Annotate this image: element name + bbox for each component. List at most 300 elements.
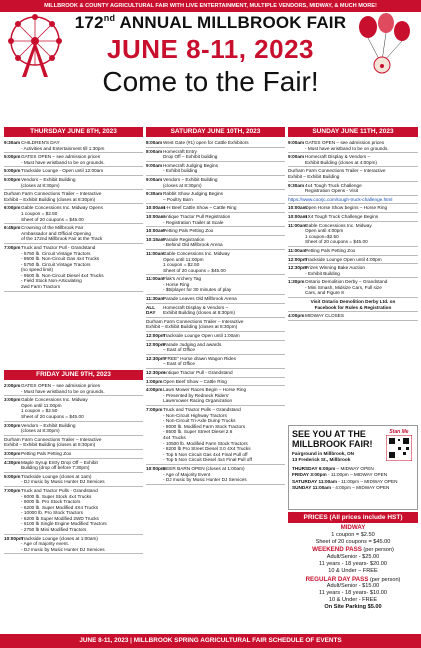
event-description xyxy=(21,423,143,434)
event-line: (closes at 8:30pm) xyxy=(21,428,60,434)
event-description xyxy=(163,407,285,463)
event-line: (no speed limit) xyxy=(21,267,54,273)
prices-heading: PRICES (All prices include HST) xyxy=(288,512,418,523)
thursday-events xyxy=(4,139,143,292)
registration-link[interactable]: https://www.coorjc.com/tough-truck-challenge.html xyxy=(288,196,393,202)
schedule-event xyxy=(4,153,143,167)
event-line: Drop Off – Exhibit building xyxy=(163,154,218,160)
event-line: Antique Tractor Pull Registration xyxy=(163,213,231,219)
event-time: 11:00am xyxy=(146,276,165,282)
derby-note xyxy=(288,298,418,312)
event-line: Maple Syrup Entry Drop Off – Exhibit xyxy=(21,459,98,465)
midway-day: SUNDAY 11:00am xyxy=(292,484,332,490)
event-line: - Must have wristband to be on grounds. xyxy=(21,388,105,394)
event-line: - $5/player for 30 minutes of play xyxy=(163,287,232,293)
event-time: 1:00pm xyxy=(146,378,163,384)
event-line: Vendors – Exhibit Building xyxy=(163,176,218,182)
event-line: - Exhibit Building xyxy=(305,270,340,276)
schedule-event xyxy=(146,275,285,295)
event-line: - DJ music by Music Hunter DJ Services xyxy=(21,479,105,485)
event-line: Sheet of 20 coupons = $45.00 xyxy=(163,267,226,273)
friday-column xyxy=(4,370,143,632)
event-line: - Must have wristband to be on grounds. xyxy=(305,145,389,151)
event-description xyxy=(21,460,143,471)
schedule-event xyxy=(146,227,285,236)
schedule-event xyxy=(146,355,285,369)
event-description xyxy=(21,245,143,290)
midway-title: MIDWAY xyxy=(340,524,366,531)
event-line: - Horse Ring xyxy=(163,281,190,287)
derby-note-line-2: Facebook for Rules & Registration xyxy=(314,304,392,310)
event-line: Petting Pals Petting Zoo xyxy=(305,247,356,253)
event-time: 10:00am xyxy=(146,205,165,211)
qr-badge[interactable] xyxy=(384,429,414,467)
event-description xyxy=(305,214,418,220)
event-line: Open until 4:00pm xyxy=(305,228,344,234)
event-description xyxy=(4,437,143,448)
regular-price-1: Adult/Senior - $15.00 xyxy=(326,583,380,590)
event-line: 1 coupon = $2.50 xyxy=(21,210,58,216)
schedule-event xyxy=(146,139,285,148)
schedule-event xyxy=(4,167,143,176)
schedule-event xyxy=(4,244,143,292)
event-line: - 10000 lb. Pro Stock Tractors xyxy=(21,510,84,516)
midway-day: FRIDAY 3:00pm xyxy=(292,472,327,478)
sunday-events-2 xyxy=(288,204,418,298)
event-description xyxy=(305,140,418,151)
event-time: 5:00pm xyxy=(4,473,21,479)
event-line: Truck and Tractor Pull - Grandstand xyxy=(21,244,96,250)
event-description xyxy=(163,251,285,273)
event-description xyxy=(163,333,285,339)
event-line: Trackside Lounge Open until 1:00am xyxy=(163,333,240,339)
event-time: 11:00am xyxy=(288,222,307,228)
event-time: 5:00pm xyxy=(4,176,21,182)
event-line: "FREE" Horse drawn Wagon Rides xyxy=(163,355,236,361)
schedule-event xyxy=(146,190,285,204)
schedule-event xyxy=(146,304,285,318)
event-line: Exhibit – Exhibit Building (closes at 8:30pm) xyxy=(4,442,96,448)
event-time: 12:00pm xyxy=(288,256,308,262)
schedule-event xyxy=(4,535,143,555)
event-description xyxy=(163,214,285,225)
event-description xyxy=(163,379,285,385)
event-time: 10:00am xyxy=(288,213,307,219)
event-time: 9:00am xyxy=(288,140,305,145)
event-line: - Non-Circuit Tri-Axle Dump Trucks xyxy=(163,418,236,424)
event-description xyxy=(305,248,418,254)
event-line: Durham Farm Connections Trailer – Interactive xyxy=(4,191,102,197)
event-line: Sheet of 20 coupons = $45.00 xyxy=(21,413,84,419)
event-line: Gable Concessions Inc. Midway xyxy=(163,250,230,256)
sunday-heading: SUNDAY JUNE 11TH, 2023 xyxy=(288,127,418,137)
event-line: Gable Concessions Inc. Midway xyxy=(305,222,372,228)
schedule-event xyxy=(146,318,285,332)
event-line: Lawnmower Racing Organization xyxy=(163,398,233,404)
event-line: GATES OPEN – see admission prices xyxy=(21,383,101,388)
event-line: - Age of majority event. xyxy=(21,541,69,547)
event-line: - Top 5 Non Circuit Diesel 4x4 Final Pull off xyxy=(163,457,252,463)
midway-day: THURSDAY 6:00pm xyxy=(292,466,336,472)
weekend-price-2: 11 years - 18 years- $20.00 xyxy=(319,560,387,567)
event-line: Prizes Winning Bake Auction xyxy=(305,265,365,271)
event-description xyxy=(163,387,285,404)
event-line: Vendors – Exhibit Building xyxy=(21,176,76,182)
event-line: - Presented by Redneck Riders' xyxy=(163,392,230,398)
event-line: - Activities and Entertainment till 1:30pm xyxy=(21,145,105,151)
event-line: - 8200 lb Pro Street Diesel 3.0 4X4 Trucks xyxy=(163,446,251,452)
midway-prices xyxy=(288,525,418,545)
schedule-event xyxy=(288,153,418,167)
schedule-event xyxy=(146,465,285,485)
event-line: Petting Pals Petting Zoo xyxy=(21,450,72,456)
schedule-event xyxy=(4,190,143,204)
event-line: Homecraft Judging Begins xyxy=(163,162,218,168)
event-line: 2wd Farm Tractors xyxy=(21,284,61,290)
sunday-events-1 xyxy=(288,139,418,196)
event-time: 3:00pm xyxy=(4,422,21,428)
event-line: Truck and Tractor Pulls – Grandstand xyxy=(163,406,241,412)
event-line: BEER BARN OPEN (closes at 1:00am) xyxy=(163,465,245,471)
midway-hours-row xyxy=(292,485,414,491)
event-description xyxy=(21,177,143,188)
event-line: Lawn Mower Races Begin – Horse Ring xyxy=(163,387,247,393)
event-description xyxy=(305,257,418,263)
event-description xyxy=(163,342,285,353)
regular-price-2: 11 years - 18 years- $10.00 xyxy=(319,590,387,597)
midway-time: - 11:00pm – MIDWAY OPEN xyxy=(326,472,388,478)
schedule-event xyxy=(4,450,143,459)
event-line: Durham Farm Connections Trailer – Interactive xyxy=(4,436,102,442)
see-you-box xyxy=(288,425,418,510)
event-line: Truck and Tractor Pulls - Grandstand xyxy=(21,487,98,493)
schedule-event xyxy=(146,386,285,406)
event-time: 10:00pm xyxy=(146,465,166,471)
friday-events xyxy=(4,382,143,554)
event-line: of the 172nd Millbrook Fair at the Track xyxy=(21,236,103,242)
thursday-heading: THURSDAY JUNE 8TH, 2023 xyxy=(4,127,143,137)
event-description xyxy=(163,237,285,248)
event-description xyxy=(163,149,285,160)
see-you-heading-1: SEE YOU AT THE xyxy=(292,429,366,439)
event-time: 1:30pm xyxy=(288,279,305,285)
event-time: 12:00pm xyxy=(146,333,166,339)
event-line: Homecraft Display & Vendors – xyxy=(305,154,371,160)
event-line: Ambassador and Official Opening xyxy=(21,230,92,236)
schedule-event xyxy=(4,139,143,153)
event-line: Exhibit – Exhibit Building (closes at 8:30pm) xyxy=(4,196,96,202)
event-time: 8:00am xyxy=(146,148,163,154)
regular-suffix: (per person) xyxy=(368,576,401,583)
event-line: Open Beef Show – Cattle Ring xyxy=(163,378,227,384)
event-line: 1 coupon=$2.50 xyxy=(305,233,339,239)
weekend-price-1: Adult/Senior - $25.00 xyxy=(326,554,380,561)
event-time: 9:30am xyxy=(146,191,163,197)
event-line: - Exhibit building xyxy=(163,168,198,174)
event-time: 3:00pm xyxy=(4,450,21,456)
event-description xyxy=(21,451,143,457)
event-time: 2:00pm xyxy=(4,383,21,388)
event-line: Crowning of the Millbrook Fair xyxy=(21,225,84,231)
tough-truck-link[interactable] xyxy=(288,196,418,205)
schedule-event xyxy=(288,247,418,256)
top-banner: MILLBROOK & COUNTY AGRICULTURAL FAIR WITH LIVE ENTERTAINMENT, MULTIPLE VENDORS, MIDWAY, & MUCH MORE! xyxy=(0,0,421,12)
event-description xyxy=(21,536,143,553)
schedule-event xyxy=(146,369,285,378)
event-description xyxy=(163,356,285,367)
event-line: - 6100 lb Single Engine Modified Tractors xyxy=(21,521,107,527)
event-time: 4:00pm xyxy=(288,313,305,319)
schedule-event xyxy=(4,422,143,436)
event-line: Open until 11:00pm xyxy=(21,402,62,408)
event-line: - Field Stock Non-Articulating xyxy=(21,278,82,284)
event-line: – Poultry Barn xyxy=(163,196,193,202)
event-description xyxy=(163,305,285,316)
schedule-event xyxy=(4,473,143,487)
event-line: - Age of Majority Event xyxy=(163,471,211,477)
event-line: Trackside Lounge Open until 4:00pm xyxy=(305,256,382,262)
event-description xyxy=(163,276,285,293)
event-description xyxy=(305,279,418,296)
event-time: 3:00pm xyxy=(4,397,21,403)
regular-title: REGULAR DAY PASS xyxy=(305,575,369,583)
schedule-event xyxy=(146,378,285,387)
schedule-event xyxy=(146,176,285,190)
schedule-event xyxy=(4,204,143,224)
schedule-event xyxy=(146,162,285,176)
event-line: - 9500 lb. Non-Circuit Diesel 4x4 Trucks xyxy=(21,272,104,278)
event-line: - 6200 lb Super Modified 2WD Trucks xyxy=(21,515,99,521)
event-line: 4X4 Tough Truck Challenge Begins xyxy=(305,213,379,219)
schedule-event xyxy=(288,213,418,222)
event-line: - 2750 lb Mini Modified Tractors xyxy=(21,527,87,533)
event-line: GATES OPEN – see admission prices xyxy=(21,154,101,160)
sunday-events-3 xyxy=(288,312,418,321)
saturday-column xyxy=(146,127,285,632)
event-description xyxy=(305,223,418,245)
schedule-event xyxy=(146,148,285,162)
event-time: 12:30pm xyxy=(288,265,308,271)
schedule-event xyxy=(4,459,143,473)
midway-day: SATURDAY 11:00am xyxy=(292,478,337,484)
schedule-event xyxy=(288,167,418,181)
event-line: Exhibit Building (closes at 8:30pm) xyxy=(163,310,235,316)
event-time: 10:00am xyxy=(146,213,165,219)
schedule-event xyxy=(4,436,143,450)
schedule-event xyxy=(4,176,143,190)
schedule-event xyxy=(146,295,285,304)
event-description xyxy=(163,466,285,483)
event-line: Parade Registration xyxy=(163,236,205,242)
saturday-events xyxy=(146,139,285,485)
event-line: Registration Opens - Visit xyxy=(305,188,359,194)
schedule-event xyxy=(288,256,418,265)
event-line: - Registration Trailer at Scale xyxy=(163,219,224,225)
event-time: 10:00am xyxy=(146,228,165,234)
sunday-column xyxy=(288,127,418,422)
event-time: 4:00pm xyxy=(146,387,163,393)
event-line: - DJ music by Music Hunter DJ Services xyxy=(21,546,105,552)
event-line: – East of Office xyxy=(163,361,195,367)
event-line: Trackside Lounge (closes at 1am) xyxy=(21,473,92,479)
event-description xyxy=(163,163,285,174)
event-line: - Non-Circuit Highway Tractors xyxy=(163,412,227,418)
footer-banner: JUNE 8-11, 2023 | MILLBROOK SPRING AGRICULTURAL FAIR SCHEDULE OF EVENTS xyxy=(0,634,421,648)
event-description xyxy=(163,140,285,146)
event-line: MIDWAY CLOSES xyxy=(305,313,344,319)
event-description xyxy=(163,228,285,234)
schedule-event xyxy=(288,139,418,153)
event-time: 11:00am xyxy=(146,250,165,256)
event-time: 7:00pm xyxy=(4,244,21,250)
event-time: 12:00pm xyxy=(146,341,166,347)
event-line: - 5750 lb. Circuit Vintage Tractors xyxy=(21,261,91,267)
event-line: - Mini Smash, Midsize Cars, Full size xyxy=(305,284,382,290)
regular-prices xyxy=(288,577,418,611)
schedule-event xyxy=(288,278,418,298)
event-line: - DJ music by Music Hunter DJ Services xyxy=(163,477,247,483)
event-line: Homecraft Display & Vendors – xyxy=(163,304,229,310)
event-line: (closes at 8:30pm) xyxy=(21,182,60,188)
parking-price: On Site Parking $5.00 xyxy=(324,603,382,610)
event-time: 9:00am xyxy=(288,154,305,160)
schedule-event xyxy=(146,406,285,465)
midway-time: – MIDWAY OPEN xyxy=(335,466,374,472)
event-time: 10:00pm xyxy=(4,535,24,541)
event-line: Sheet of 20 coupons = $45.00 xyxy=(21,216,84,222)
event-line: 4x4 Tough Truck Challenge xyxy=(305,182,362,188)
weekend-prices xyxy=(288,547,418,574)
schedule-event xyxy=(146,341,285,355)
schedule-event xyxy=(146,204,285,213)
event-time: 12:30pm xyxy=(146,355,166,361)
event-time: 7:00pm xyxy=(4,487,21,493)
event-description xyxy=(21,383,143,394)
event-description xyxy=(305,313,418,319)
event-line: Flak's Archery Tag xyxy=(163,276,202,282)
event-line: - 8500 lb. Super Street Diesel 2.6 xyxy=(163,429,233,435)
event-time: 8:00am xyxy=(146,140,163,145)
midway-time: - 4:00pm – MIDWAY OPEN xyxy=(331,484,390,490)
event-time: 6:00pm xyxy=(4,205,21,211)
schedule-event xyxy=(288,312,418,321)
schedule-event xyxy=(288,204,418,213)
schedule-event xyxy=(288,182,418,196)
event-line: Trackside Lounge - Open until 12:00am xyxy=(21,168,104,174)
event-description xyxy=(163,296,285,302)
event-time: 9:30am xyxy=(4,140,21,145)
address-line-2: 13 Frederick St., Millbrook xyxy=(292,456,351,462)
event-line: - 10500 lb. Modified Farm Stock Tractors xyxy=(163,440,248,446)
midway-price-2: Sheet of 20 coupons = $45.00 xyxy=(315,538,391,545)
event-line: Open until 11:00pm xyxy=(163,256,204,262)
event-line: Petting Pals Petting Zoo xyxy=(163,228,214,234)
event-time: 9:30am xyxy=(288,182,305,188)
event-description xyxy=(163,177,285,188)
weekend-suffix: (per person) xyxy=(361,547,394,554)
event-description xyxy=(21,168,143,174)
schedule-event xyxy=(146,250,285,275)
event-line: - Top 5 Non Circuit Gas 4x4 Final Pull off xyxy=(163,451,248,457)
page-title: 172nd ANNUAL MILLBROOK FAIR xyxy=(74,13,347,32)
event-description xyxy=(146,319,285,330)
event-description xyxy=(288,168,418,179)
event-description xyxy=(163,191,285,202)
event-line: – East of Office xyxy=(163,347,195,353)
schedule-event xyxy=(4,487,143,535)
event-line: GATES OPEN – see admission prices xyxy=(305,140,385,145)
event-line: Parade Leaves Old Millbrook Arena xyxy=(163,296,237,302)
event-time: 9:00am xyxy=(146,176,163,182)
event-line: Cars, and Figure 8 xyxy=(305,290,344,296)
derby-note-line-1: Visit Ontario Demolition Derby Ltd. on xyxy=(310,299,396,305)
event-line: Gable Concessions Inc. Midway Opens xyxy=(21,205,103,211)
fair-dates: JUNE 8-11, 2023 xyxy=(107,34,314,64)
event-time: 10:15am xyxy=(146,236,165,242)
event-line: Open Horse Show begins – Horse Ring xyxy=(305,205,388,211)
midway-time: - 11:00pm – MIDWAY OPEN xyxy=(337,478,398,484)
event-line: Parade Judging and awards xyxy=(163,341,222,347)
schedule-event xyxy=(146,213,285,227)
event-line: - 6000 lb. Super Stock 4x4 Trucks xyxy=(21,493,92,499)
event-line: - 8500 lb. Non-Circuit Gas 4x4 Trucks xyxy=(21,256,100,262)
tagline: Come to the Fair! xyxy=(102,66,319,97)
event-line: 1 coupon = $2.50 xyxy=(163,262,200,268)
event-time: 10:00am xyxy=(288,205,307,211)
event-description xyxy=(21,488,143,533)
address-line-1: Fairground in Millbrook, ON xyxy=(292,451,354,456)
event-description xyxy=(163,205,285,211)
regular-price-3: 10 & Under - FREE xyxy=(328,596,378,603)
event-line: Homecraft Entry xyxy=(163,148,197,154)
event-line: Gable Concessions Inc. Midway xyxy=(21,397,88,403)
event-time: 11:00am xyxy=(288,247,307,253)
saturday-heading: SATURDAY JUNE 10TH, 2023 xyxy=(146,127,285,137)
see-you-heading-2: MILLBROOK FAIR! xyxy=(292,439,373,449)
schedule-event xyxy=(288,264,418,278)
event-line: CHILDREN'S DAY xyxy=(21,140,60,145)
event-line: Trackside Lounge (closes at 1:00am) xyxy=(21,535,98,541)
event-line: - 9000 lb. Pro Stock Tractors xyxy=(21,499,81,505)
schedule-event xyxy=(4,224,143,244)
event-line: 4-H Beef Cattle Show – Cattle Ring xyxy=(163,205,237,211)
event-description xyxy=(21,205,143,222)
event-line: Antique Tractor Pull - Grandstand xyxy=(163,370,233,375)
event-line: - Must have wristband to be on grounds. xyxy=(21,159,105,165)
event-line: - 6200 lb. Super Modified 4X4 Trucks xyxy=(21,504,99,510)
event-line: Vendors – Exhibit Building xyxy=(21,422,76,428)
event-description xyxy=(21,154,143,165)
midway-hours xyxy=(292,466,414,491)
prices-panel xyxy=(288,512,418,632)
event-description xyxy=(305,265,418,276)
event-time: 7:00pm xyxy=(146,406,163,412)
weekend-price-3: 10 & Under – FREE xyxy=(328,567,378,574)
event-line: Exhibit Building (closes at 4:00pm) xyxy=(305,159,377,165)
event-line: Exhibit – Exhibit Building (closes at 8:30pm) xyxy=(146,324,238,330)
event-line: West Gate (#1) open for Cattle Exhibitors xyxy=(163,140,249,145)
event-description xyxy=(21,140,143,151)
event-line: 1 coupon = $2.50 xyxy=(21,408,58,414)
event-line: Durham Farm Connections Trailer – Interactive xyxy=(146,318,244,324)
event-description xyxy=(21,225,143,242)
event-time: 4:30pm xyxy=(4,459,21,465)
event-description xyxy=(305,205,418,211)
qr-code-icon xyxy=(386,435,412,461)
schedule-event xyxy=(4,396,143,421)
weekend-title: WEEKEND PASS xyxy=(312,546,362,554)
schedule-event xyxy=(288,222,418,247)
